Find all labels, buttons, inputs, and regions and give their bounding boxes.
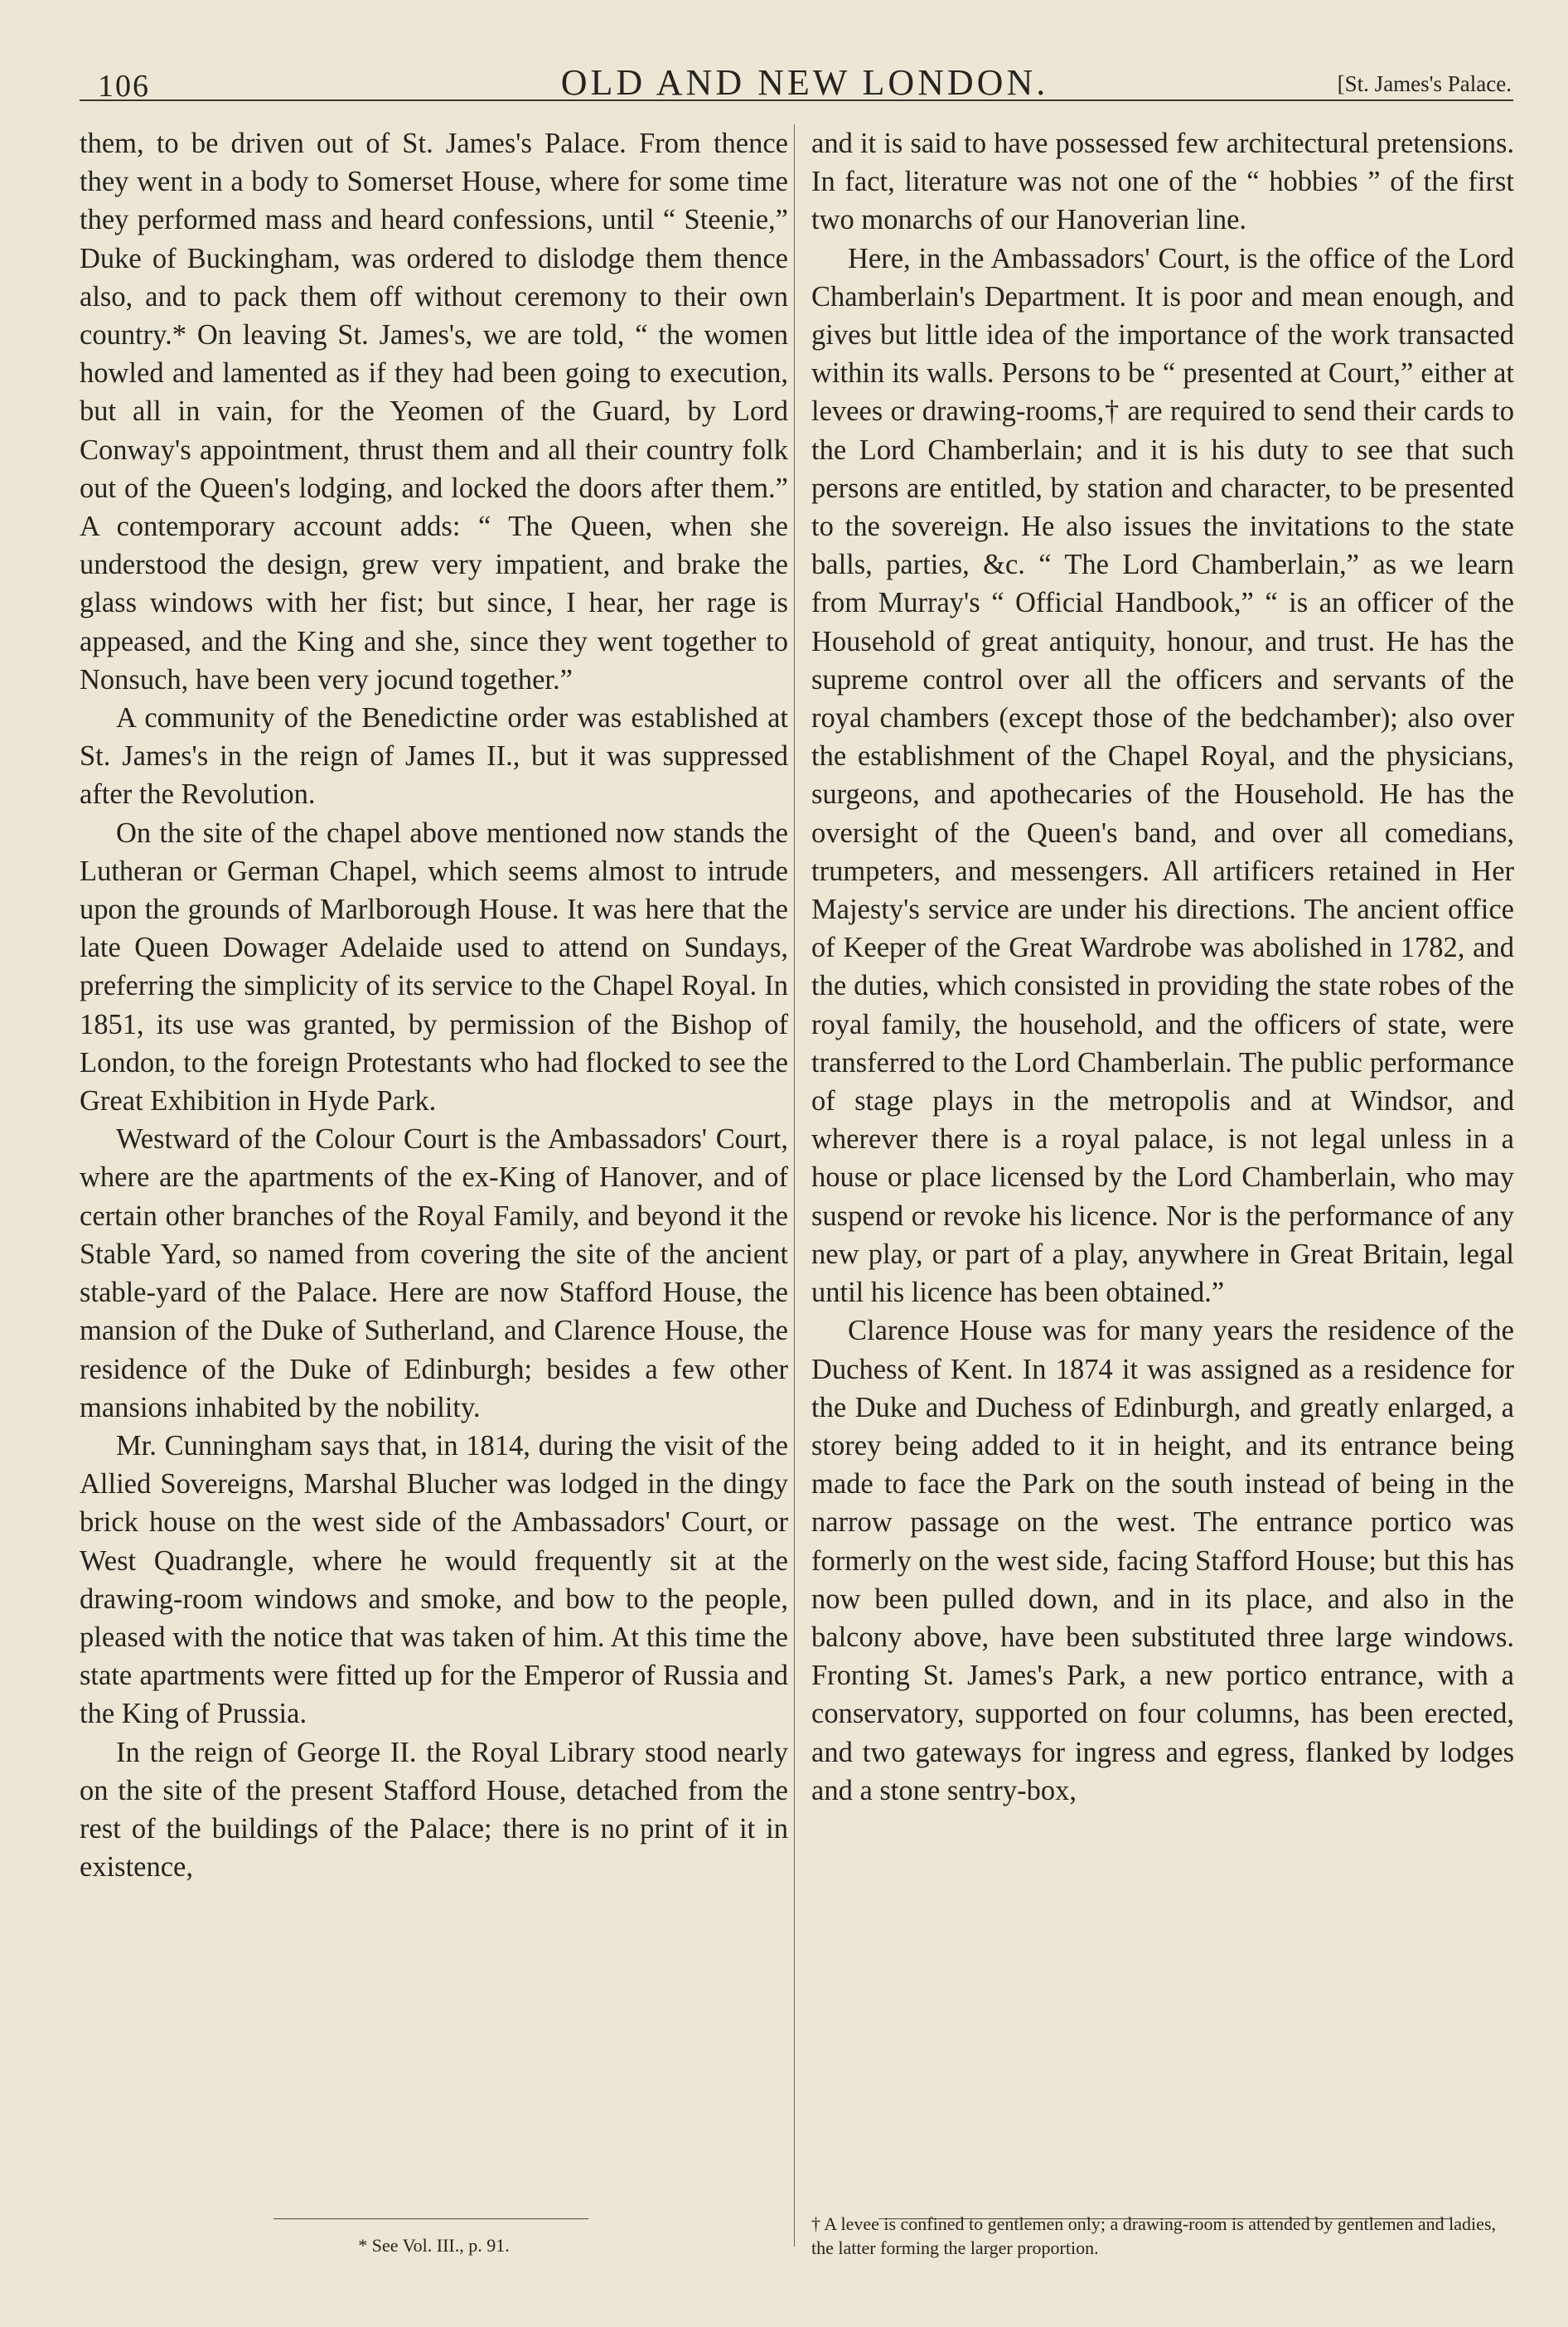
column-divider	[794, 124, 795, 2247]
right-column	[811, 124, 1514, 1810]
running-title: OLD AND NEW LONDON.	[560, 62, 1049, 103]
header-rule	[80, 99, 1513, 101]
footnote-rule	[273, 2218, 588, 2219]
paragraph: Westward of the Colour Court is the Ambassadors' Court, where are the apartments of the ex-King of Hanover, and of certain other branches of the Royal Family, and beyond it the Stable Yard, so named from covering the site of the ancient stable-yard of the Palace. Here are now Stafford House, the mansion of the Duke of Sutherland, and Clarence House, the residence of the Duke of Edinburgh; besides a few other mansions inhabited by the nobility.	[80, 1123, 788, 1423]
paragraph: and it is said to have possessed few architectural pretensions. In fact, literature was not one of the “ hobbies ” of the first two monarchs of our Hanoverian line.	[811, 128, 1514, 236]
paragraph: Clarence House was for many years the residence of the Duchess of Kent. In 1874 it was assigned as a residence for the Duke and Duchess of Edinburgh, and greatly enlarged, a storey being added to it in height, and its entrance being made to face the Park on the south instead of being in the narrow passage on the west. The entrance portico was formerly on the west side, facing Stafford House; but this has now been pulled down, and in its place, and also in the balcony above, have been substituted three large windows. Fronting St. James's Park, a new portico entrance, with a conservatory, supported on four columns, has been erected, and two gateways for ingress and egress, flanked by lodges and a stone sentry-box,	[811, 1315, 1514, 1806]
paragraph: A community of the Benedictine order was established at St. James's in the reign of James II., but it was suppressed after the Revolution.	[80, 702, 788, 811]
footnote: * See Vol. III., p. 91.	[358, 2235, 510, 2256]
page-number: 106	[98, 69, 150, 104]
footnote: † A levee is confined to gentlemen only; a drawing-room is attended by gentlemen and ladies, the latter forming the larger proportion.	[811, 2213, 1496, 2258]
paragraph: Here, in the Ambassadors' Court, is the office of the Lord Chamberlain's Department. It is poor and mean enough, and gives but little idea of the importance of the work transacted within its walls. Persons to be “ presented at Court,” either at levees or drawing-rooms,† are required to send their cards to the Lord Chamberlain; and it is his duty to see that such persons are entitled, by station and character, to be presented to the sovereign. He also issues the invitations to the state balls, parties, &c. “ The Lord Chamberlain,” as we learn from Murray's “ Official Handbook,” “ is an officer of the Household of great antiquity, honour, and trust. He has the supreme control over all the officers and servants of the royal chambers (except those of the bedchamber); also over the establishment of the Chapel Royal, and the physicians, surgeons, and apothecaries of the Household. He has the oversight of the Queen's band, and over all comedians, trumpeters, and messengers. All artificers retained in Her Majesty's service are under his directions. The ancient office of Keeper of the Great Wardrobe was abolished in 1782, and the duties, which consisted in providing the state robes of the royal family, the household, and the officers of state, were transferred to the Lord Chamberlain. The public performance of stage plays in the metropolis and at Windsor, and wherever there is a royal palace, is not legal unless in a house or place licensed by the Lord Chamberlain, who may suspend or revoke his licence. Nor is the performance of any new play, or part of a play, anywhere in Great Britain, legal until his licence has been obtained.”	[811, 242, 1514, 1309]
page-header	[98, 56, 1512, 106]
paragraph: Mr. Cunningham says that, in 1814, during the visit of the Allied Sovereigns, Marshal Blucher was lodged in the dingy brick house on the west side of the Ambassadors' Court, or West Quadrangle, where he would frequently sit at the drawing-room windows and smoke, and bow to the people, pleased with the notice that was taken of him. At this time the state apartments were fitted up for the Emperor of Russia and the King of Prussia.	[80, 1429, 788, 1730]
paragraph: them, to be driven out of St. James's Palace. From thence they went in a body to Somerset House, where for some time they performed mass and heard confessions, until “ Steenie,” Duke of Buckingham, was ordered to dislodge them thence also, and to pack them off without ceremony to their own country.* On leaving St. James's, we are told, “ the women howled and lamented as if they had been going to execution, but all in vain, for the Yeomen of the Guard, by Lord Conway's appointment, thrust them and all their country folk out of the Queen's lodging, and locked the doors after them.” A contemporary account adds: “ The Queen, when she understood the design, grew very impatient, and brake the glass windows with her fist; but since, I hear, her rage is appeased, and the King and she, since they went together to Nonsuch, have been very jocund together.”	[80, 128, 788, 696]
paragraph: In the reign of George II. the Royal Library stood nearly on the site of the present Stafford House, detached from the rest of the buildings of the Palace; there is no print of it in existence,	[80, 1736, 788, 1883]
paragraph: On the site of the chapel above mentioned now stands the Lutheran or German Chapel, which seems almost to intrude upon the grounds of Marlborough House. It was here that the late Queen Dowager Adelaide used to attend on Sundays, preferring the simplicity of its service to the Chapel Royal. In 1851, its use was granted, by permission of the Bishop of London, to the foreign Protestants who had flocked to see the Great Exhibition in Hyde Park.	[80, 817, 788, 1117]
left-column	[80, 124, 788, 1886]
section-heading: [St. James's Palace.	[1337, 71, 1512, 96]
